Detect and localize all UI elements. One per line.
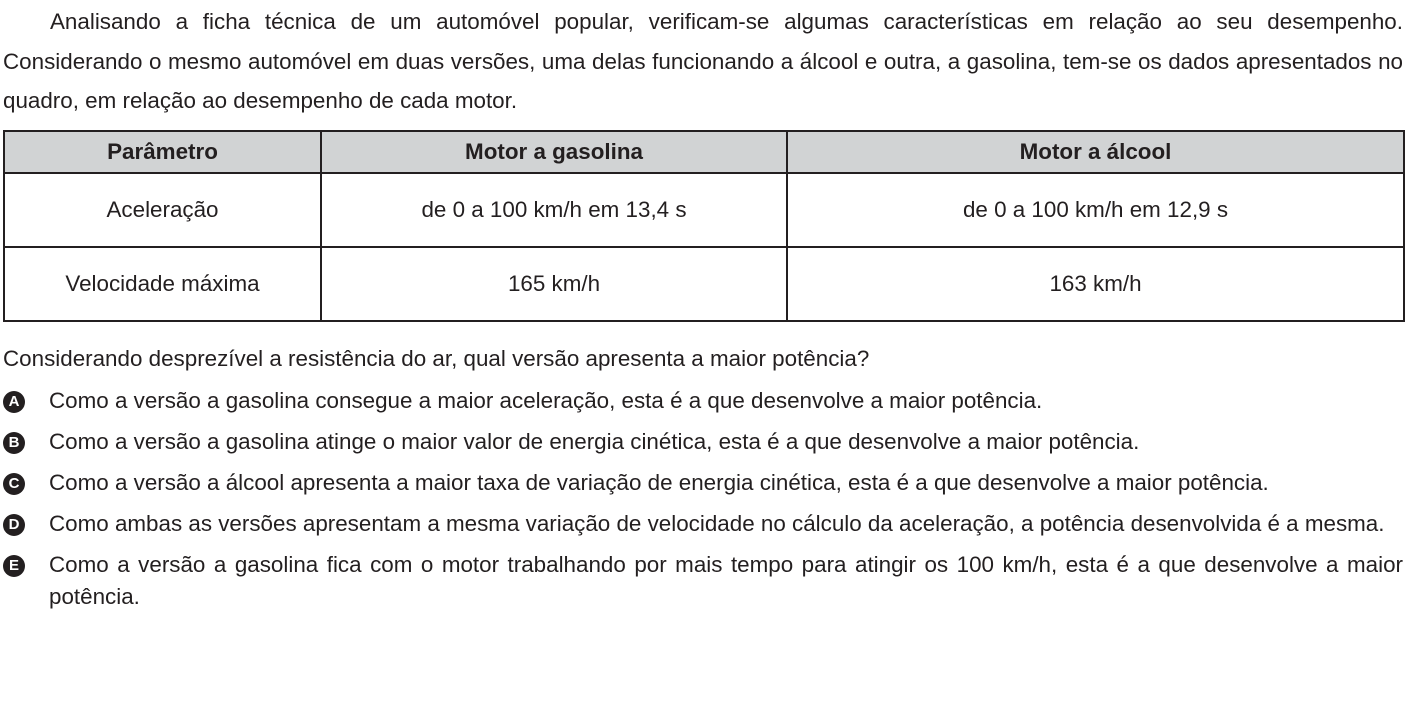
- cell-gasolina-aceleracao: de 0 a 100 km/h em 13,4 s: [321, 173, 787, 247]
- option-b[interactable]: [3, 426, 1403, 458]
- cell-parametro-velocidade: Velocidade máxima: [4, 247, 321, 321]
- cell-gasolina-velocidade: 165 km/h: [321, 247, 787, 321]
- cell-parametro-aceleracao: Aceleração: [4, 173, 321, 247]
- performance-table: [3, 130, 1405, 322]
- answer-options: [3, 385, 1403, 613]
- option-c[interactable]: [3, 467, 1403, 499]
- header-parametro: Parâmetro: [4, 131, 321, 173]
- intro-paragraph: Analisando a ficha técnica de um automóvel popular, verificam-se algumas características em relação ao seu desempenho. Considerando o mesmo automóvel em duas versões, uma delas funcionando a álcool e outra, a gasolina, tem-se os dados apresentados no quadro, em relação ao desempenho de cada motor.: [3, 9, 1403, 113]
- option-letter-badge: B: [3, 432, 25, 454]
- table-row: [4, 173, 1404, 247]
- header-motor-gasolina: Motor a gasolina: [321, 131, 787, 173]
- option-text: Como ambas as versões apresentam a mesma variação de velocidade no cálculo da aceleração, a potência desenvolvida é a mesma.: [49, 510, 1385, 536]
- cell-alcool-velocidade: 163 km/h: [787, 247, 1404, 321]
- option-a[interactable]: [3, 385, 1403, 417]
- option-letter-badge: E: [3, 555, 25, 577]
- cell-alcool-aceleracao: de 0 a 100 km/h em 12,9 s: [787, 173, 1404, 247]
- table-header-row: [4, 131, 1404, 173]
- table-row: [4, 247, 1404, 321]
- option-d[interactable]: [3, 508, 1403, 540]
- option-text: Como a versão a gasolina atinge o maior valor de energia cinética, esta é a que desenvolve a maior potência.: [49, 428, 1140, 454]
- question-stem: Considerando desprezível a resistência do ar, qual versão apresenta a maior potência?: [3, 345, 870, 371]
- option-text: Como a versão a álcool apresenta a maior taxa de variação de energia cinética, esta é a que desenvolve a maior potência.: [49, 469, 1269, 495]
- option-e[interactable]: [3, 549, 1403, 613]
- option-letter-badge: A: [3, 391, 25, 413]
- header-motor-alcool: Motor a álcool: [787, 131, 1404, 173]
- option-letter-badge: C: [3, 473, 25, 495]
- option-text: Como a versão a gasolina consegue a maior aceleração, esta é a que desenvolve a maior potência.: [49, 387, 1043, 413]
- question-page: [3, 2, 1403, 622]
- option-letter-badge: D: [3, 514, 25, 536]
- option-text: Como a versão a gasolina fica com o motor trabalhando por mais tempo para atingir os 100 km/h, esta é a que desenvolve a maior potência.: [49, 551, 1403, 609]
